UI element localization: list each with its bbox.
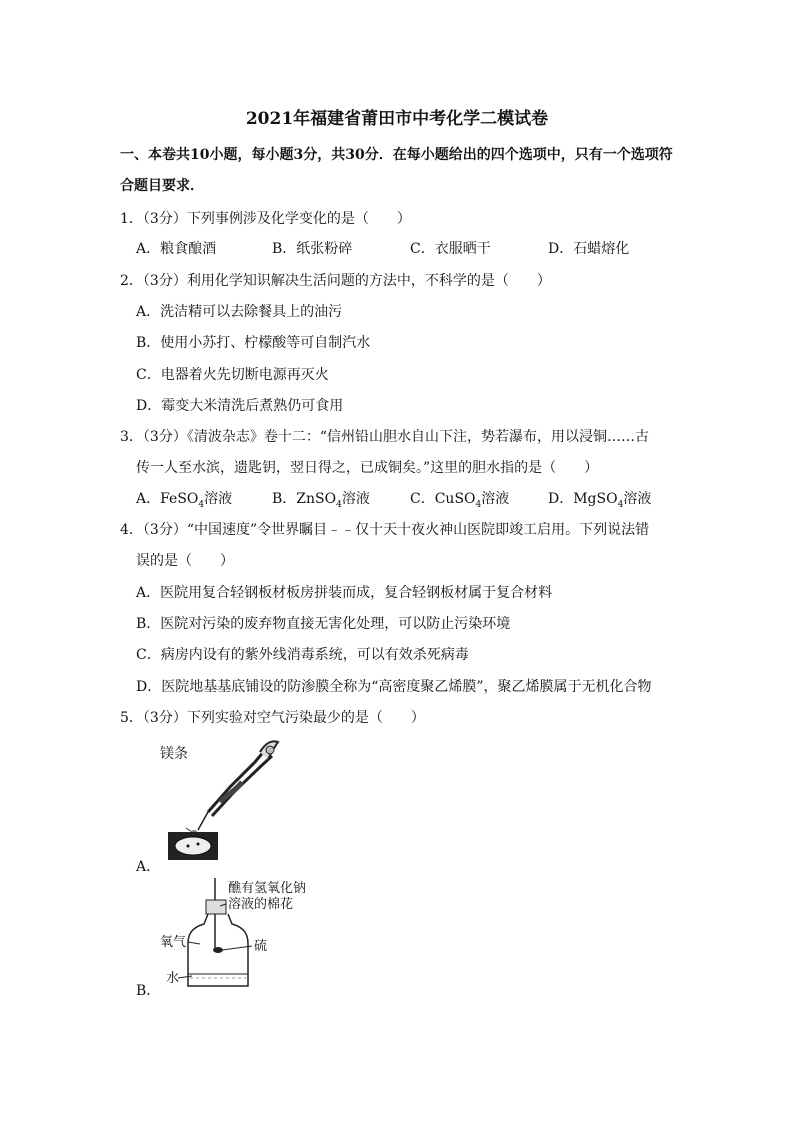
q1-option-d: D．石蜡熔化 (548, 241, 630, 257)
section-header: 一、本卷共10小题，每小题3分，共30分．在每小题给出的四个选项中，只有一个选项符合题目要求． (120, 147, 673, 194)
q4-option-a: A．医院用复合轻钢板材板房拼装而成，复合轻钢板材属于复合材料 (136, 585, 553, 601)
q4-option-d: D．医院地基基底铺设的防渗膜全称为“高密度聚乙烯膜”，聚乙烯膜属于无机化合物 (136, 679, 652, 695)
figure-a-magnesium-burning (160, 732, 290, 862)
figure-b-label-sulfur: 硫 (254, 939, 268, 954)
q1-option-c: C．衣服晒干 (410, 241, 491, 257)
figure-b-label-water: 水 (166, 971, 180, 986)
q2-option-a: A．洗洁精可以去除餐具上的油污 (136, 304, 343, 320)
question-3-stem-line-1: 3．（3分）《清波杂志》卷十二：“信州铅山胆水自山下注，势若瀑布，用以浸铜……古 (120, 429, 649, 445)
figure-b-label-cotton-2: 溶液的棉花 (228, 897, 294, 912)
q2-option-b: B．使用小苏打、柠檬酸等可自制汽水 (136, 335, 371, 351)
q4-option-c: C．病房内设有的紫外线消毒系统，可以有效杀死病毒 (136, 647, 469, 663)
question-1-stem: 1．（3分）下列事例涉及化学变化的是（ ） (120, 211, 411, 227)
page-title: 2021年福建省莆田市中考化学二模试卷 (245, 109, 549, 129)
q2-option-d: D．霉变大米清洗后煮熟仍可食用 (136, 398, 344, 414)
q3-option-d: D．MgSO$_4$溶液 (548, 491, 652, 510)
q4-option-b: B．医院对污染的废弃物直接无害化处理，可以防止污染环境 (136, 616, 511, 632)
q3-option-c: C．CuSO$_4$溶液 (410, 491, 510, 510)
question-4-stem-line-1: 4．（3分）“中国速度”令世界瞩目﹣﹣仅十天十夜火神山医院即竣工启用。下列说法错 (120, 522, 650, 538)
figure-b-label-cotton-1: 醮有氢氧化钠 (228, 881, 307, 896)
figure-b-sulfur-burning (160, 878, 340, 998)
question-4-stem-line-2: 误的是（ ） (136, 553, 234, 569)
q2-option-c: C．电器着火先切断电源再灭火 (136, 367, 329, 383)
question-5-stem: 5．（3分）下列实验对空气污染最少的是（ ） (120, 710, 425, 726)
q1-option-a: A．粮食酿酒 (136, 241, 217, 257)
q3-option-b: B．ZnSO$_4$溶液 (272, 491, 370, 510)
question-2-stem: 2．（3分）利用化学知识解决生活问题的方法中，不科学的是（ ） (120, 273, 551, 289)
q5-option-a-label: A． (136, 859, 161, 875)
q1-option-b: B．纸张粉碎 (272, 241, 353, 257)
figure-b-label-oxygen: 氧气 (160, 935, 187, 950)
figure-a-label-magnesium: 镁条 (160, 746, 188, 762)
q3-option-a: A．FeSO$_4$溶液 (136, 491, 233, 510)
question-3-stem-line-2: 传一人至水滨，遗匙钥，翌日得之，已成铜矣。”这里的胆水指的是（ ） (136, 460, 599, 476)
q5-option-b-label: B． (136, 983, 161, 999)
